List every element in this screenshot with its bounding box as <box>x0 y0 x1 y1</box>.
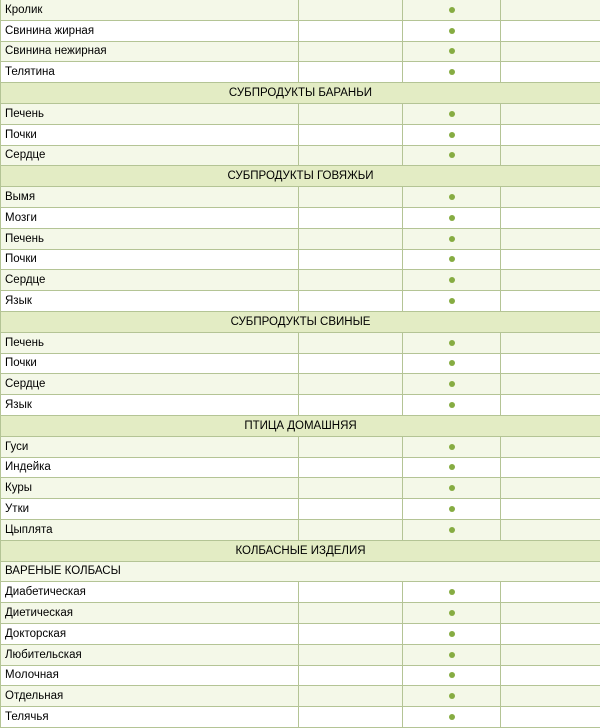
green-dot-icon <box>449 506 455 512</box>
food-name-cell: Почки <box>1 353 299 374</box>
mark-cell <box>403 62 501 83</box>
green-dot-icon <box>449 236 455 242</box>
empty-cell <box>299 499 403 520</box>
empty-cell <box>299 478 403 499</box>
table-row <box>1 623 600 644</box>
mark-cell <box>403 395 501 416</box>
food-name-cell: Печень <box>1 103 299 124</box>
empty-cell <box>299 145 403 166</box>
green-dot-icon <box>449 444 455 450</box>
section-title: СУБПРОДУКТЫ СВИНЫЕ <box>1 311 600 332</box>
empty-cell <box>501 124 600 145</box>
empty-cell <box>501 332 600 353</box>
green-dot-icon <box>449 340 455 346</box>
empty-cell <box>501 582 600 603</box>
green-dot-icon <box>449 152 455 158</box>
mark-cell <box>403 374 501 395</box>
section-header-row <box>1 311 600 332</box>
green-dot-icon <box>449 610 455 616</box>
food-name-cell: Телятина <box>1 62 299 83</box>
empty-cell <box>299 207 403 228</box>
table-row <box>1 457 600 478</box>
food-name-cell: Любительская <box>1 644 299 665</box>
food-name-cell: Язык <box>1 395 299 416</box>
green-dot-icon <box>449 111 455 117</box>
table-row <box>1 644 600 665</box>
food-name-cell: Отдельная <box>1 686 299 707</box>
food-name-cell: Сердце <box>1 374 299 395</box>
empty-cell <box>501 644 600 665</box>
empty-cell <box>299 249 403 270</box>
green-dot-icon <box>449 631 455 637</box>
food-name-cell: Вымя <box>1 187 299 208</box>
green-dot-icon <box>449 69 455 75</box>
green-dot-icon <box>449 298 455 304</box>
empty-cell <box>501 103 600 124</box>
mark-cell <box>403 519 501 540</box>
table-row <box>1 187 600 208</box>
empty-cell <box>299 62 403 83</box>
table-row <box>1 145 600 166</box>
section-header-row <box>1 166 600 187</box>
table-row <box>1 374 600 395</box>
table-row <box>1 707 600 728</box>
empty-cell <box>299 332 403 353</box>
empty-cell <box>299 187 403 208</box>
empty-cell <box>299 124 403 145</box>
table-row <box>1 519 600 540</box>
food-name-cell: Диетическая <box>1 603 299 624</box>
empty-cell <box>501 603 600 624</box>
food-name-cell: Телячья <box>1 707 299 728</box>
mark-cell <box>403 623 501 644</box>
mark-cell <box>403 145 501 166</box>
subsection-header-row <box>1 561 600 582</box>
green-dot-icon <box>449 652 455 658</box>
empty-cell <box>299 519 403 540</box>
table-row <box>1 332 600 353</box>
empty-cell <box>501 270 600 291</box>
food-name-cell: Почки <box>1 249 299 270</box>
empty-cell <box>299 665 403 686</box>
mark-cell <box>403 41 501 62</box>
table-row <box>1 249 600 270</box>
table-row <box>1 228 600 249</box>
mark-cell <box>403 478 501 499</box>
table-row <box>1 603 600 624</box>
section-title: ПТИЦА ДОМАШНЯЯ <box>1 415 600 436</box>
green-dot-icon <box>449 485 455 491</box>
empty-cell <box>299 395 403 416</box>
table-row <box>1 395 600 416</box>
food-name-cell: Куры <box>1 478 299 499</box>
empty-cell <box>299 374 403 395</box>
section-title: КОЛБАСНЫЕ ИЗДЕЛИЯ <box>1 540 600 561</box>
section-title: СУБПРОДУКТЫ ГОВЯЖЬИ <box>1 166 600 187</box>
table-row <box>1 665 600 686</box>
mark-cell <box>403 457 501 478</box>
green-dot-icon <box>449 28 455 34</box>
empty-cell <box>501 395 600 416</box>
empty-cell <box>501 228 600 249</box>
table-row <box>1 686 600 707</box>
mark-cell <box>403 187 501 208</box>
mark-cell <box>403 291 501 312</box>
empty-cell <box>501 20 600 41</box>
mark-cell <box>403 499 501 520</box>
subsection-title: ВАРЕНЫЕ КОЛБАСЫ <box>1 561 600 582</box>
table-row <box>1 62 600 83</box>
empty-cell <box>501 686 600 707</box>
empty-cell <box>299 291 403 312</box>
empty-cell <box>501 353 600 374</box>
table-row <box>1 103 600 124</box>
empty-cell <box>299 644 403 665</box>
section-header-row <box>1 540 600 561</box>
mark-cell <box>403 103 501 124</box>
food-name-cell: Язык <box>1 291 299 312</box>
mark-cell <box>403 603 501 624</box>
empty-cell <box>501 499 600 520</box>
empty-cell <box>299 603 403 624</box>
table-row <box>1 499 600 520</box>
section-header-row <box>1 83 600 104</box>
table-row <box>1 270 600 291</box>
empty-cell <box>501 478 600 499</box>
mark-cell <box>403 353 501 374</box>
empty-cell <box>501 291 600 312</box>
green-dot-icon <box>449 381 455 387</box>
mark-cell <box>403 436 501 457</box>
empty-cell <box>501 707 600 728</box>
table-row <box>1 41 600 62</box>
empty-cell <box>501 145 600 166</box>
mark-cell <box>403 20 501 41</box>
table-row <box>1 436 600 457</box>
empty-cell <box>501 623 600 644</box>
empty-cell <box>299 457 403 478</box>
food-name-cell: Индейка <box>1 457 299 478</box>
green-dot-icon <box>449 714 455 720</box>
empty-cell <box>299 228 403 249</box>
table-row <box>1 582 600 603</box>
green-dot-icon <box>449 132 455 138</box>
green-dot-icon <box>449 672 455 678</box>
empty-cell <box>299 41 403 62</box>
green-dot-icon <box>449 464 455 470</box>
empty-cell <box>299 353 403 374</box>
mark-cell <box>403 644 501 665</box>
mark-cell <box>403 686 501 707</box>
empty-cell <box>501 187 600 208</box>
empty-cell <box>501 457 600 478</box>
mark-cell <box>403 582 501 603</box>
food-name-cell: Кролик <box>1 0 299 20</box>
empty-cell <box>501 436 600 457</box>
green-dot-icon <box>449 527 455 533</box>
food-name-cell: Молочная <box>1 665 299 686</box>
food-name-cell: Сердце <box>1 270 299 291</box>
mark-cell <box>403 0 501 20</box>
table-row <box>1 0 600 20</box>
green-dot-icon <box>449 7 455 13</box>
mark-cell <box>403 707 501 728</box>
mark-cell <box>403 124 501 145</box>
food-name-cell: Почки <box>1 124 299 145</box>
food-name-cell: Печень <box>1 332 299 353</box>
food-name-cell: Печень <box>1 228 299 249</box>
green-dot-icon <box>449 277 455 283</box>
empty-cell <box>299 623 403 644</box>
empty-cell <box>501 207 600 228</box>
empty-cell <box>299 436 403 457</box>
green-dot-icon <box>449 589 455 595</box>
table-row <box>1 478 600 499</box>
empty-cell <box>501 249 600 270</box>
empty-cell <box>299 20 403 41</box>
food-name-cell: Докторская <box>1 623 299 644</box>
empty-cell <box>299 270 403 291</box>
mark-cell <box>403 332 501 353</box>
green-dot-icon <box>449 402 455 408</box>
green-dot-icon <box>449 48 455 54</box>
green-dot-icon <box>449 360 455 366</box>
empty-cell <box>501 519 600 540</box>
empty-cell <box>501 62 600 83</box>
section-header-row <box>1 415 600 436</box>
food-name-cell: Утки <box>1 499 299 520</box>
empty-cell <box>299 582 403 603</box>
mark-cell <box>403 270 501 291</box>
food-name-cell: Свинина жирная <box>1 20 299 41</box>
empty-cell <box>501 0 600 20</box>
empty-cell <box>299 686 403 707</box>
mark-cell <box>403 207 501 228</box>
green-dot-icon <box>449 194 455 200</box>
mark-cell <box>403 228 501 249</box>
green-dot-icon <box>449 215 455 221</box>
food-name-cell: Свинина нежирная <box>1 41 299 62</box>
table-row <box>1 207 600 228</box>
food-name-cell: Мозги <box>1 207 299 228</box>
mark-cell <box>403 249 501 270</box>
section-title: СУБПРОДУКТЫ БАРАНЬИ <box>1 83 600 104</box>
food-name-cell: Диабетическая <box>1 582 299 603</box>
green-dot-icon <box>449 693 455 699</box>
empty-cell <box>501 41 600 62</box>
mark-cell <box>403 665 501 686</box>
table-row <box>1 20 600 41</box>
table-row <box>1 291 600 312</box>
empty-cell <box>299 103 403 124</box>
empty-cell <box>299 0 403 20</box>
food-name-cell: Сердце <box>1 145 299 166</box>
empty-cell <box>501 374 600 395</box>
food-table-body <box>1 0 600 727</box>
food-name-cell: Гуси <box>1 436 299 457</box>
table-row <box>1 124 600 145</box>
empty-cell <box>299 707 403 728</box>
table-row <box>1 353 600 374</box>
food-name-cell: Цыплята <box>1 519 299 540</box>
empty-cell <box>501 665 600 686</box>
green-dot-icon <box>449 256 455 262</box>
